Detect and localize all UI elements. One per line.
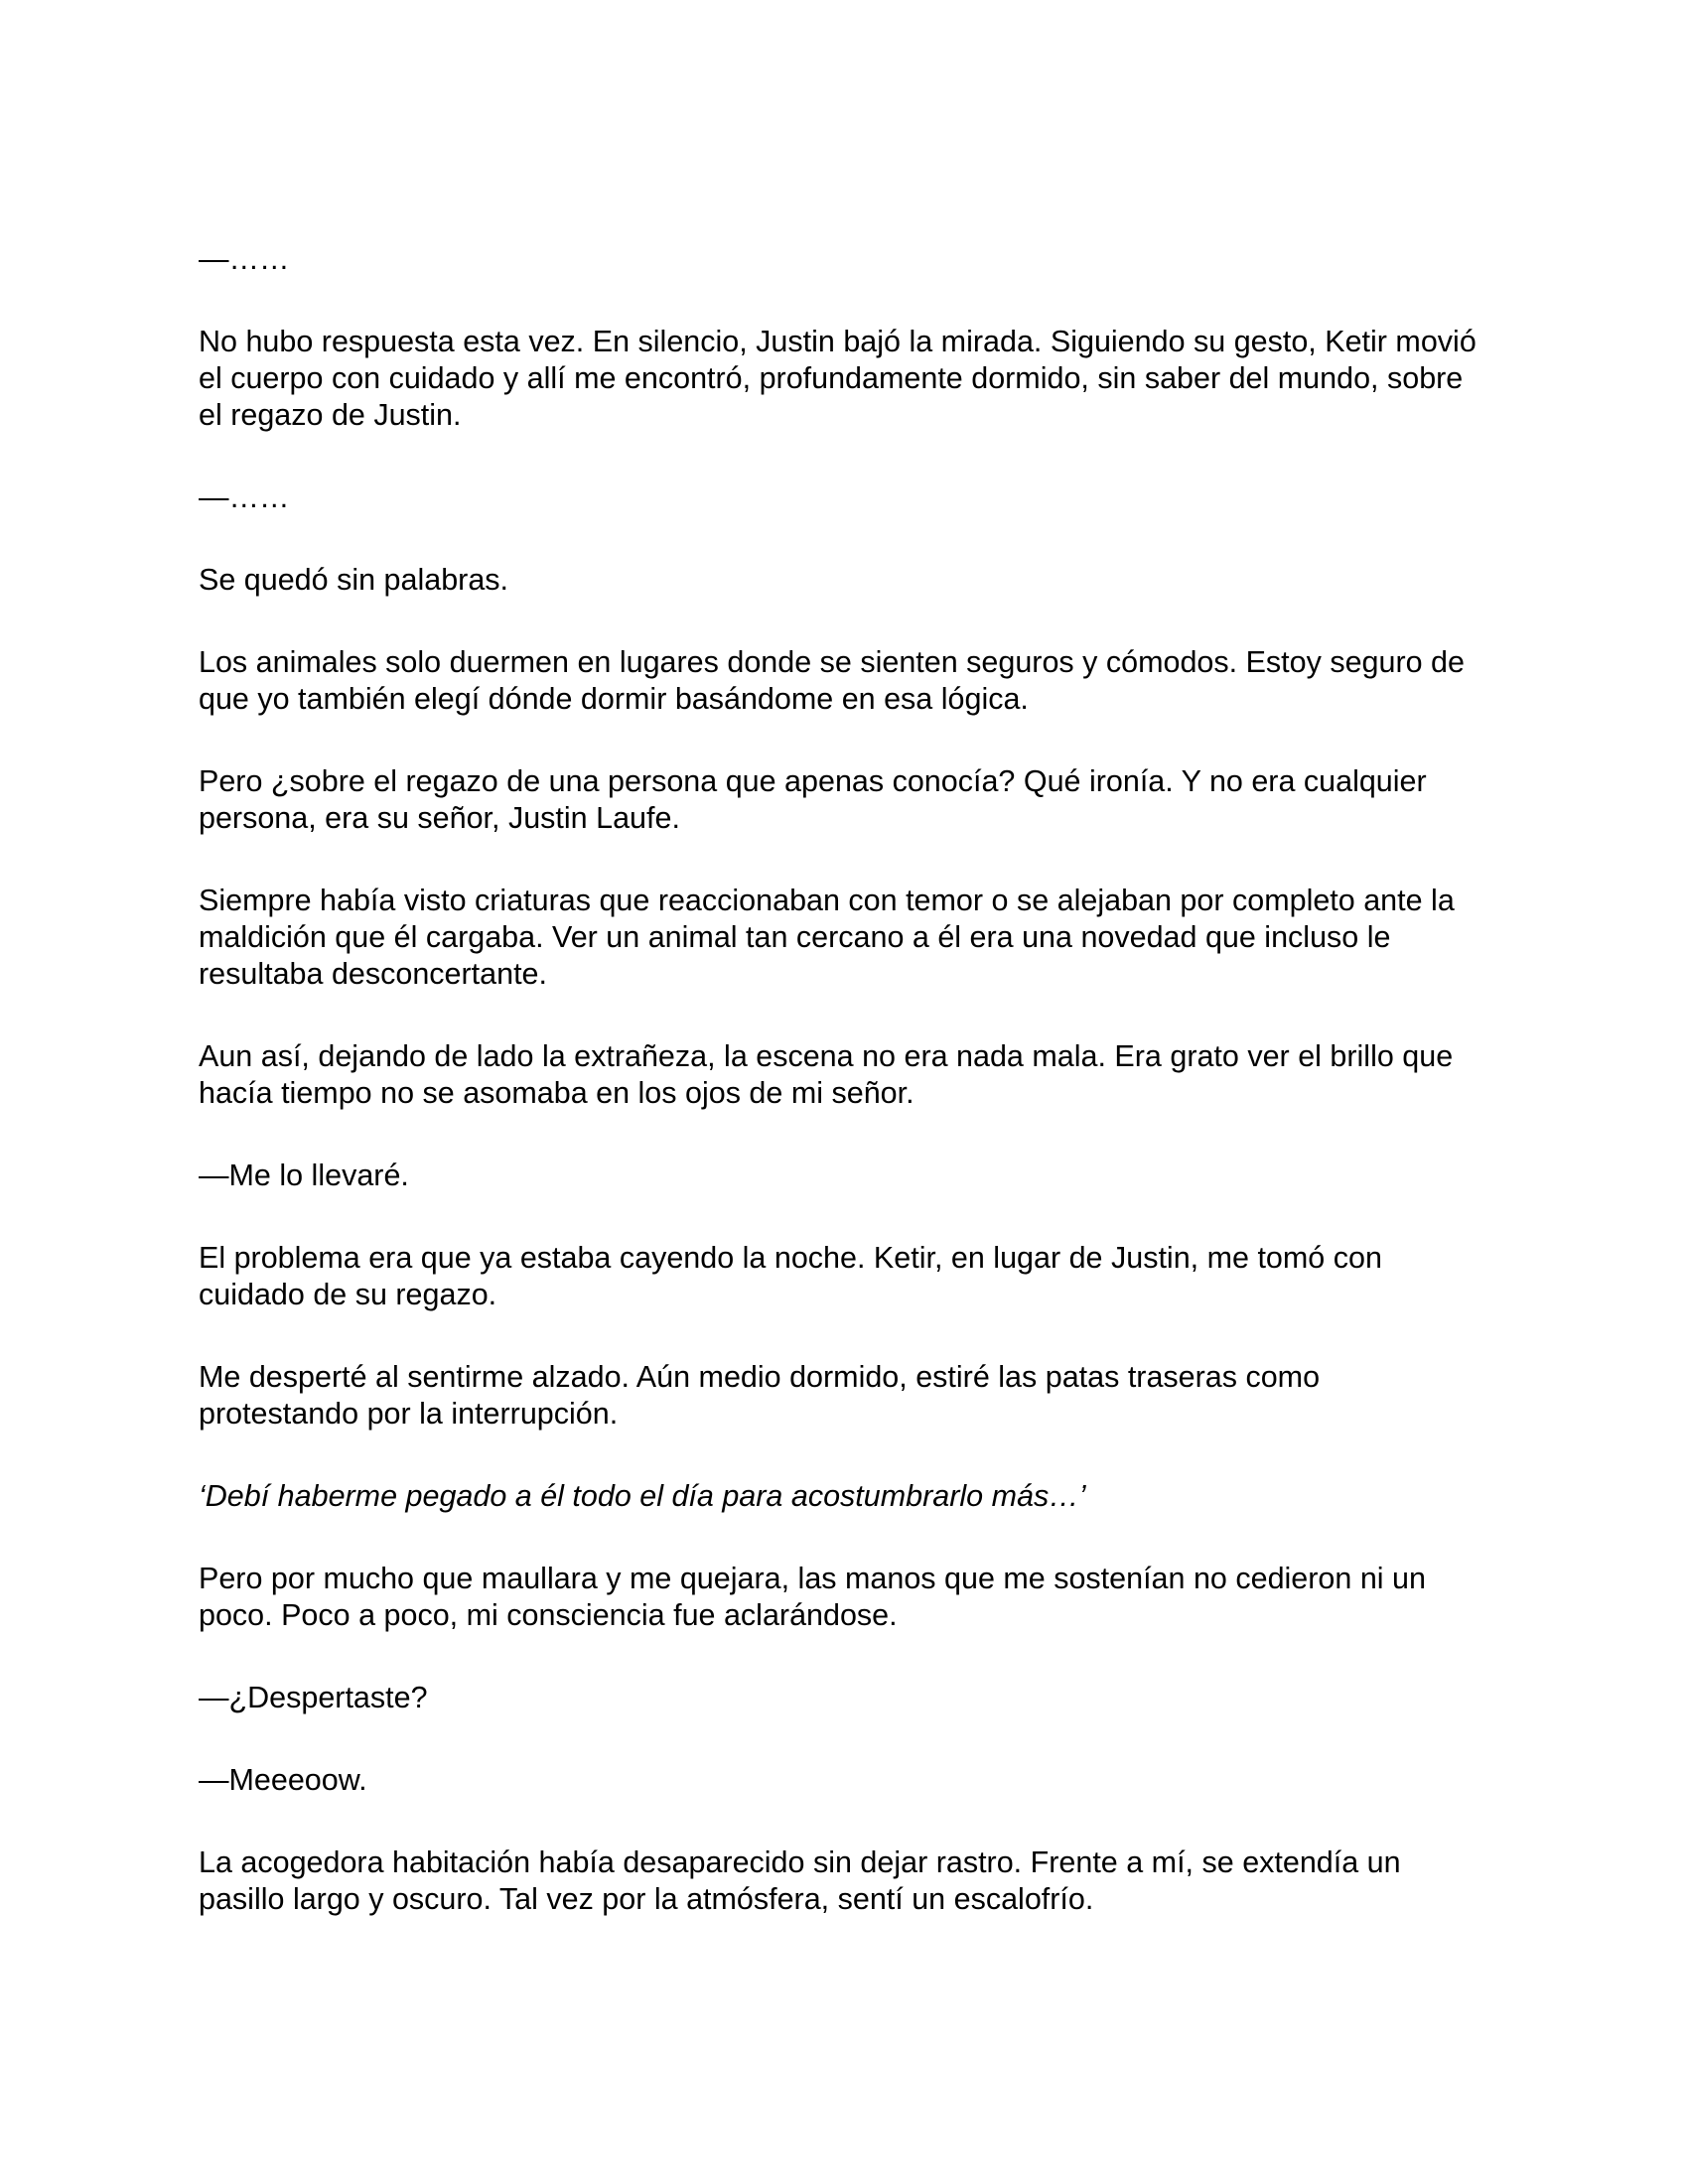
- paragraph: Me desperté al sentirme alzado. Aún medio dormido, estiré las patas traseras como protestando por la interrupción.: [199, 1360, 1321, 1431]
- paragraph: Aun así, dejando de lado la extrañeza, la escena no era nada mala. Era grato ver el brillo que hacía tiempo no se asomaba en los ojos de mi señor.: [199, 1039, 1454, 1110]
- paragraph: No hubo respuesta esta vez. En silencio, Justin bajó la mirada. Siguiendo su gesto, Ketir movió el cuerpo con cuidado y allí me encontró, profundamente dormido, sin saber del mundo, sobre el regazo de Justin.: [199, 325, 1477, 432]
- paragraph: Siempre había visto criaturas que reaccionaban con temor o se alejaban por completo ante la maldición que él cargaba. Ver un animal tan cercano a él era una novedad que incluso le resultaba desconcertante.: [199, 884, 1455, 991]
- document-body: [199, 241, 1484, 1918]
- paragraph: —Me lo llevaré.: [199, 1159, 409, 1192]
- paragraph: La acogedora habitación había desaparecido sin dejar rastro. Frente a mí, se extendía un pasillo largo y oscuro. Tal vez por la atmósfera, sentí un escalofrío.: [199, 1845, 1401, 1916]
- paragraph: —¿Despertaste?: [199, 1681, 428, 1714]
- paragraph-italic-thought: ‘Debí haberme pegado a él todo el día para acostumbrarlo más…’: [199, 1479, 1086, 1513]
- paragraph: —……: [199, 242, 290, 276]
- paragraph: Los animales solo duermen en lugares donde se sienten seguros y cómodos. Estoy seguro de que yo también elegí dónde dormir basándome en esa lógica.: [199, 645, 1465, 716]
- paragraph: Se quedó sin palabras.: [199, 563, 508, 597]
- paragraph: Pero ¿sobre el regazo de una persona que apenas conocía? Qué ironía. Y no era cualquier persona, era su señor, Justin Laufe.: [199, 764, 1427, 835]
- paragraph: Pero por mucho que maullara y me quejara, las manos que me sostenían no cedieron ni un poco. Poco a poco, mi consciencia fue aclarándose.: [199, 1562, 1426, 1632]
- paragraph: —……: [199, 480, 290, 514]
- paragraph: —Meeeoow.: [199, 1763, 367, 1797]
- paragraph: El problema era que ya estaba cayendo la noche. Ketir, en lugar de Justin, me tomó con cuidado de su regazo.: [199, 1241, 1382, 1311]
